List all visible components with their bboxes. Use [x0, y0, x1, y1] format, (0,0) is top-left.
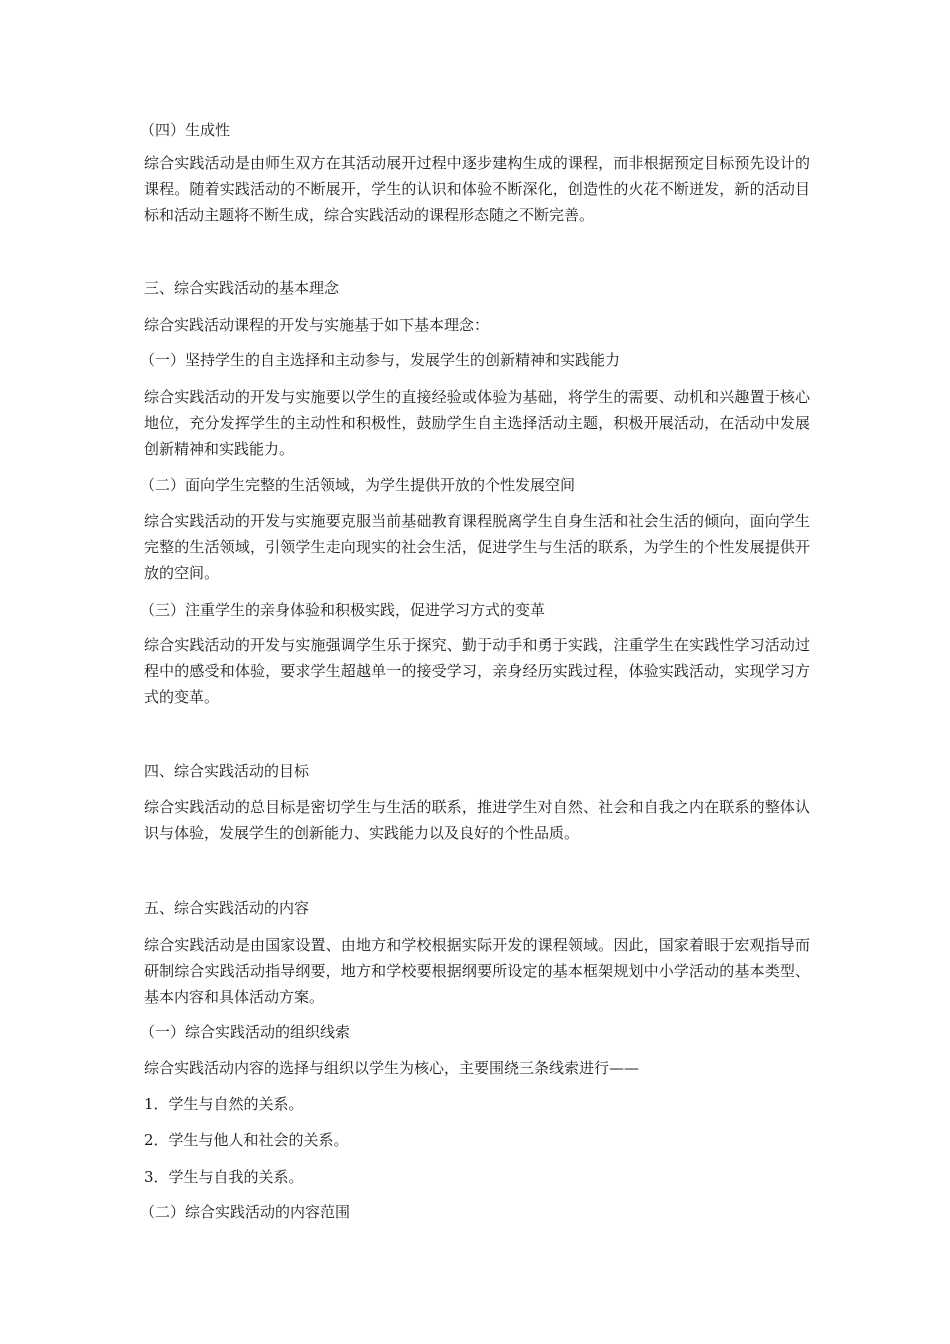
section-subheading: （四）生成性	[140, 121, 231, 139]
section-heading: 三、综合实践活动的基本理念	[144, 279, 340, 297]
paragraph: 综合实践活动的开发与实施要以学生的直接经验或体验为基础，将学生的需要、动机和兴趣置于核心地位，充分发挥学生的主动性和积极性，鼓励学生自主选择活动主题，积极开展活动，在活动中发展创新精神和实践能力。	[144, 388, 810, 458]
section-subheading: （一）坚持学生的自主选择和主动参与，发展学生的创新精神和实践能力	[140, 351, 621, 369]
paragraph: 综合实践活动的开发与实施强调学生乐于探究、勤于动手和勇于实践，注重学生在实践性学习活动过程中的感受和体验，要求学生超越单一的接受学习，亲身经历实践过程，体验实践活动，实现学习方式的变革。	[144, 636, 810, 706]
list-item: 3．学生与自我的关系。	[144, 1168, 304, 1186]
paragraph: 综合实践活动课程的开发与实施基于如下基本理念：	[144, 316, 490, 334]
paragraph: 综合实践活动是由国家设置、由地方和学校根据实际开发的课程领域。因此，国家着眼于宏观指导而研制综合实践活动指导纲要，地方和学校要根据纲要所设定的基本框架规划中小学活动的基本类型、基本内容和具体活动方案。	[144, 936, 810, 1006]
section-subheading: （二）综合实践活动的内容范围	[140, 1203, 351, 1221]
section-heading: 四、综合实践活动的目标	[144, 762, 310, 780]
section-subheading: （一）综合实践活动的组织线索	[140, 1023, 351, 1041]
paragraph: 综合实践活动的开发与实施要克服当前基础教育课程脱离学生自身生活和社会生活的倾向，面向学生完整的生活领域，引领学生走向现实的社会生活，促进学生与生活的联系，为学生的个性发展提供开放的空间。	[144, 512, 810, 582]
list-item: 1．学生与自然的关系。	[144, 1095, 304, 1113]
paragraph: 综合实践活动内容的选择与组织以学生为核心，主要围绕三条线索进行——	[144, 1059, 640, 1077]
paragraph: 综合实践活动是由师生双方在其活动展开过程中逐步建构生成的课程，而非根据预定目标预先设计的课程。随着实践活动的不断展开，学生的认识和体验不断深化，创造性的火花不断迸发，新的活动目标和活动主题将不断生成，综合实践活动的课程形态随之不断完善。	[144, 154, 810, 224]
section-subheading: （二）面向学生完整的生活领域，为学生提供开放的个性发展空间	[140, 476, 576, 494]
list-item: 2．学生与他人和社会的关系。	[144, 1131, 349, 1149]
paragraph: 综合实践活动的总目标是密切学生与生活的联系，推进学生对自然、社会和自我之内在联系的整体认识与体验，发展学生的创新能力、实践能力以及良好的个性品质。	[144, 798, 810, 842]
section-subheading: （三）注重学生的亲身体验和积极实践，促进学习方式的变革	[140, 601, 546, 619]
section-heading: 五、综合实践活动的内容	[144, 899, 310, 917]
